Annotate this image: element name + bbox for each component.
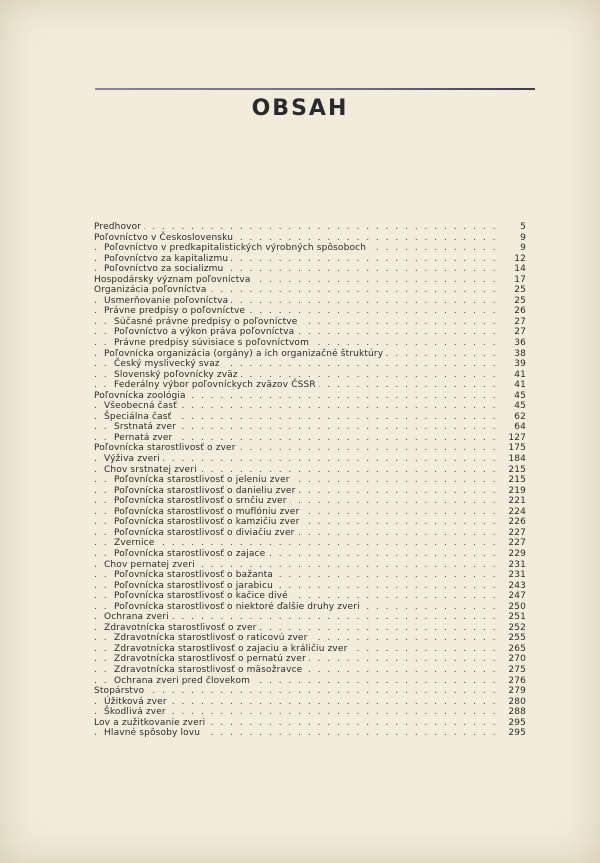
- toc-entry-page: 226: [500, 517, 526, 528]
- toc-entry-title: Právne predpisy súvisiace s poľovníctvom: [114, 338, 312, 349]
- toc-entry: [94, 443, 526, 454]
- toc-entry: [94, 222, 526, 233]
- toc-entry-title: Poľovnícka starostlivosť o danieliu zver: [114, 486, 298, 497]
- toc-entry-title: Poľovnícka zoológia: [94, 391, 189, 402]
- toc-entry-title: Slovenský poľovnícky zväz: [114, 370, 241, 381]
- toc-entry-page: 295: [500, 728, 526, 739]
- toc-entry-title: Poľovnícka starostlivosť o diviačiu zver: [114, 528, 298, 539]
- toc-entry-page: 250: [500, 602, 526, 613]
- toc-entry: [94, 254, 526, 265]
- toc-entry-title: Zdravotnícka starostlivosť o mäsožravce: [114, 665, 305, 676]
- toc-entry-page: 243: [500, 581, 526, 592]
- toc-entry-page: 265: [500, 644, 526, 655]
- toc-entry-title: Poľovnícka organizácia (orgány) a ich organizačné štruktúry: [104, 349, 386, 360]
- toc-entry-page: 215: [500, 475, 526, 486]
- toc-entry-title: Usmerňovanie poľovníctva: [104, 296, 231, 307]
- toc-entry: [94, 665, 526, 676]
- toc-entry: [94, 633, 526, 644]
- toc-entry: [94, 243, 526, 254]
- toc-entry: [94, 644, 526, 655]
- toc-entry-page: 175: [500, 443, 526, 454]
- toc-entry-page: 25: [500, 285, 526, 296]
- toc-entry-page: 219: [500, 486, 526, 497]
- toc-entry-title: Špeciálna časť: [104, 412, 174, 423]
- toc-entry-page: 14: [500, 264, 526, 275]
- toc-entry-page: 227: [500, 538, 526, 549]
- toc-entry-title: Poľovníctvo v Československu: [94, 233, 236, 244]
- toc-entry-page: 275: [500, 665, 526, 676]
- toc-entry-page: 227: [500, 528, 526, 539]
- toc-entry-title: Poľovnícka starostlivosť o niektoré ďalšie druhy zveri: [114, 602, 363, 613]
- toc-entry: [94, 676, 526, 687]
- toc-entry-title: Poľovníctvo za socializmu: [104, 264, 226, 275]
- toc-entry-title: Úžitková zver: [104, 697, 170, 708]
- toc-entry: [94, 602, 526, 613]
- toc-entry-page: 255: [500, 633, 526, 644]
- toc-entry-title: Srstnatá zver: [114, 422, 179, 433]
- toc-entry-page: 36: [500, 338, 526, 349]
- toc-entry-title: Všeobecná časť: [104, 401, 180, 412]
- toc-entry: [94, 370, 526, 381]
- toc-entry-title: Výživa zveri: [104, 454, 163, 465]
- toc-entry-page: 5: [500, 222, 526, 233]
- toc-entry: [94, 401, 526, 412]
- toc-entry: [94, 391, 526, 402]
- toc-entry: [94, 454, 526, 465]
- toc-entry: [94, 380, 526, 391]
- toc-entry-title: Ochrana zveri pred človekom: [114, 676, 253, 687]
- toc-entry: [94, 306, 526, 317]
- toc-entry-title: Organizácia poľovníctva: [94, 285, 210, 296]
- toc-entry-page: 279: [500, 686, 526, 697]
- toc-entry-page: 127: [500, 433, 526, 444]
- toc-entry: [94, 486, 526, 497]
- toc-entry-page: 229: [500, 549, 526, 560]
- toc-entry: [94, 728, 526, 739]
- toc-entry-page: 270: [500, 654, 526, 665]
- toc-entry-title: Hlavné spôsoby lovu: [104, 728, 203, 739]
- toc-entry-page: 276: [500, 676, 526, 687]
- toc-entry: [94, 349, 526, 360]
- toc-entry-page: 27: [500, 327, 526, 338]
- toc-entry: [94, 285, 526, 296]
- toc-entry: [94, 697, 526, 708]
- toc-entry: [94, 560, 526, 571]
- toc-entry-title: Zdravotnícka starostlivosť o raticovú zver: [114, 633, 310, 644]
- toc-entry-title: Škodlivá zver: [104, 707, 169, 718]
- toc-entry: [94, 654, 526, 665]
- toc-entry-page: 295: [500, 718, 526, 729]
- toc-entry-page: 231: [500, 570, 526, 581]
- toc-entry: [94, 549, 526, 560]
- leader-dots: [94, 686, 508, 697]
- toc-entry-title: Poľovnícka starostlivosť o zver: [94, 443, 239, 454]
- toc-entry-title: Lov a zužitkovanie zveri: [94, 718, 208, 729]
- toc-entry: [94, 475, 526, 486]
- toc-entry-title: Zdravotnícka starostlivosť o zver: [104, 623, 260, 634]
- toc-entry-title: Český myslivecký svaz: [114, 359, 223, 370]
- toc-entry: [94, 581, 526, 592]
- toc-entry: [94, 623, 526, 634]
- toc-entry: [94, 412, 526, 423]
- toc-entry-page: 12: [500, 254, 526, 265]
- toc-entry-page: 231: [500, 560, 526, 571]
- toc-entry: [94, 517, 526, 528]
- toc-entry-title: Zvernice: [114, 538, 157, 549]
- toc-entry-page: 184: [500, 454, 526, 465]
- toc-entry-title: Poľovnícka starostlivosť o srnčiu zver: [114, 496, 290, 507]
- toc-entry-page: 41: [500, 370, 526, 381]
- toc-entry: [94, 507, 526, 518]
- toc-entry-title: Zdravotnícka starostlivosť o pernatú zver: [114, 654, 309, 665]
- toc-entry-page: 221: [500, 496, 526, 507]
- toc-entry: [94, 528, 526, 539]
- toc-entry-title: Poľovnícka starostlivosť o jarabicu: [114, 581, 276, 592]
- toc-entry-title: Poľovnícka starostlivosť o bažanta: [114, 570, 276, 581]
- table-of-contents: [94, 222, 526, 739]
- toc-entry: [94, 538, 526, 549]
- toc-entry-title: Súčasné právne predpisy o poľovníctve: [114, 317, 300, 328]
- toc-entry-page: 224: [500, 507, 526, 518]
- toc-entry-page: 45: [500, 401, 526, 412]
- toc-entry: [94, 275, 526, 286]
- toc-entry: [94, 433, 526, 444]
- toc-entry-title: Chov srstnatej zveri: [104, 465, 200, 476]
- toc-entry-title: Chov pernatej zveri: [104, 560, 198, 571]
- toc-entry: [94, 465, 526, 476]
- toc-entry-page: 39: [500, 359, 526, 370]
- toc-entry-page: 9: [500, 233, 526, 244]
- toc-entry: [94, 264, 526, 275]
- toc-entry-page: 280: [500, 697, 526, 708]
- toc-entry-title: Poľovnícka starostlivosť o kačice divé: [114, 591, 291, 602]
- toc-entry-page: 215: [500, 465, 526, 476]
- toc-entry-title: Ochrana zveri: [104, 612, 172, 623]
- toc-entry-page: 41: [500, 380, 526, 391]
- toc-entry: [94, 359, 526, 370]
- toc-entry-title: Pernatá zver: [114, 433, 175, 444]
- toc-entry: [94, 233, 526, 244]
- toc-entry: [94, 422, 526, 433]
- toc-entry-title: Poľovnícka starostlivosť o jeleniu zver: [114, 475, 293, 486]
- toc-entry: [94, 591, 526, 602]
- toc-entry: [94, 707, 526, 718]
- toc-entry-page: 247: [500, 591, 526, 602]
- toc-entry-page: 252: [500, 623, 526, 634]
- toc-entry: [94, 496, 526, 507]
- toc-entry-page: 62: [500, 412, 526, 423]
- toc-entry-title: Hospodársky význam poľovníctva: [94, 275, 254, 286]
- toc-entry-page: 26: [500, 306, 526, 317]
- toc-entry: [94, 718, 526, 729]
- toc-entry: [94, 686, 526, 697]
- toc-entry-page: 9: [500, 243, 526, 254]
- toc-entry: [94, 327, 526, 338]
- header-rule: [95, 88, 535, 90]
- toc-entry-title: Predhovor: [94, 222, 144, 233]
- toc-entry: [94, 570, 526, 581]
- page-title: OBSAH: [251, 96, 349, 121]
- toc-entry-title: Právne predpisy o poľovníctve: [104, 306, 248, 317]
- toc-entry-title: Poľovníctvo v predkapitalistických výrobných spôsoboch: [104, 243, 369, 254]
- toc-entry-page: 288: [500, 707, 526, 718]
- toc-entry: [94, 612, 526, 623]
- toc-entry-page: 25: [500, 296, 526, 307]
- toc-entry-title: Zdravotnícka starostlivosť o zajaciu a králičiu zver: [114, 644, 350, 655]
- leader-dots: [94, 222, 508, 233]
- toc-entry: [94, 317, 526, 328]
- toc-entry-title: Stopárstvo: [94, 686, 147, 697]
- toc-entry-title: Poľovnícka starostlivosť o zajace: [114, 549, 268, 560]
- toc-entry-page: 38: [500, 349, 526, 360]
- toc-entry-title: Poľovníctvo za kapitalizmu: [104, 254, 231, 265]
- toc-entry-page: 251: [500, 612, 526, 623]
- toc-entry-page: 17: [500, 275, 526, 286]
- toc-entry: [94, 296, 526, 307]
- toc-entry-title: Poľovnícka starostlivosť o kamzičiu zver: [114, 517, 303, 528]
- toc-entry: [94, 338, 526, 349]
- toc-entry-page: 45: [500, 391, 526, 402]
- toc-entry-title: Poľovníctvo a výkon práva poľovníctva: [114, 327, 297, 338]
- toc-entry-title: Federálny výbor poľovníckych zväzov ČSSR: [114, 380, 319, 391]
- toc-entry-page: 27: [500, 317, 526, 328]
- toc-entry-title: Poľovnícka starostlivosť o muflóniu zver: [114, 507, 302, 518]
- toc-entry-page: 64: [500, 422, 526, 433]
